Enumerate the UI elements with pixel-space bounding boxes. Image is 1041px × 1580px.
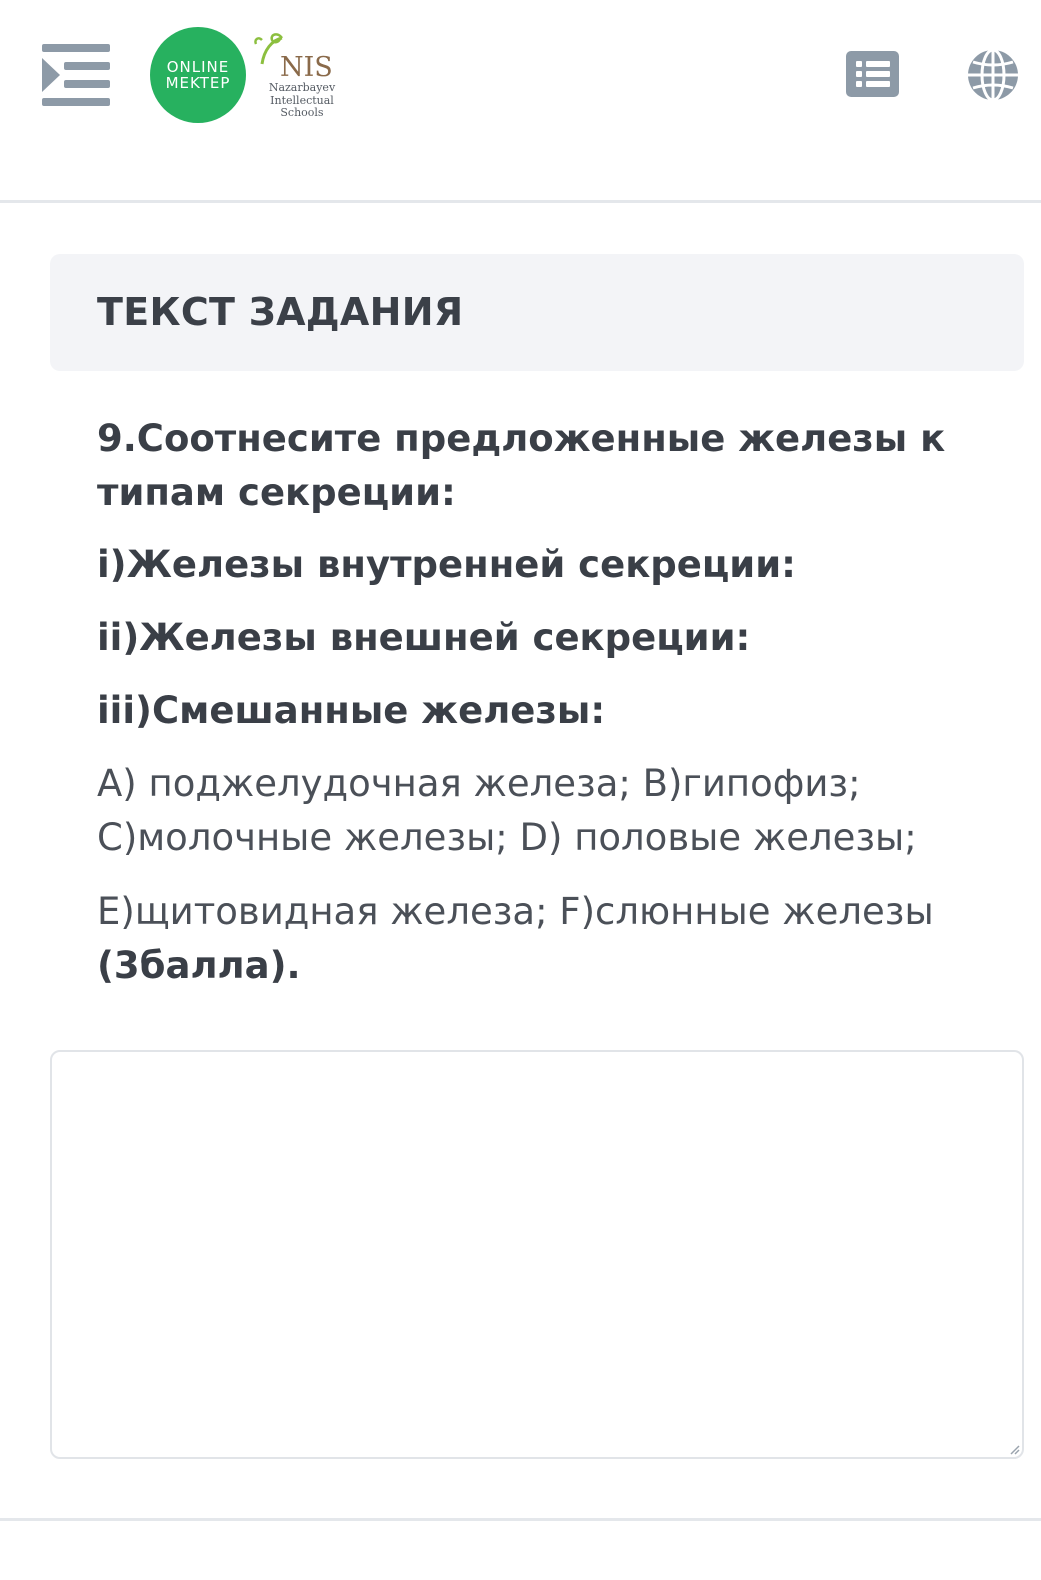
question-options-2 [97,885,977,993]
list-icon[interactable] [846,51,899,97]
footer-divider [0,1518,1041,1521]
question-options-2-text: E)щитовидная железа; F)слюнные железы [97,890,934,933]
question-item-i: i)Железы внутренней секреции: [97,543,796,586]
resize-handle-icon[interactable] [1008,1443,1020,1455]
nis-logo-line3: Schools [280,106,324,119]
nis-logo-text: NIS [280,52,333,83]
answer-textarea[interactable] [50,1050,1024,1459]
nis-logo-line1: Nazarbayev [268,81,336,94]
question-item-iii: iii)Смешанные железы: [97,689,606,732]
question-item-ii: ii)Железы внешней секреции: [97,616,751,659]
question-prompt: 9.Соотнесите предложенные железы к типам секреции: [97,417,946,514]
top-header [0,0,1041,203]
question-points: (3балла). [97,944,301,987]
logo-online-line2: MEKTEP [165,74,231,92]
task-section-title: ТЕКСТ ЗАДАНИЯ [97,290,464,334]
logo-online-line1: ONLINE [166,58,230,76]
menu-collapse-icon[interactable] [40,42,112,110]
question-options-1: A) поджелудочная железа; B)гипофиз; C)молочные железы; D) половые железы; [97,762,917,859]
globe-icon[interactable] [966,48,1020,102]
online-mektep-logo [150,27,246,123]
question-text [97,412,977,993]
nis-logo-subtitle [262,82,342,120]
nis-logo-line2: Intellectual [270,93,334,107]
task-title-banner [50,254,1024,371]
